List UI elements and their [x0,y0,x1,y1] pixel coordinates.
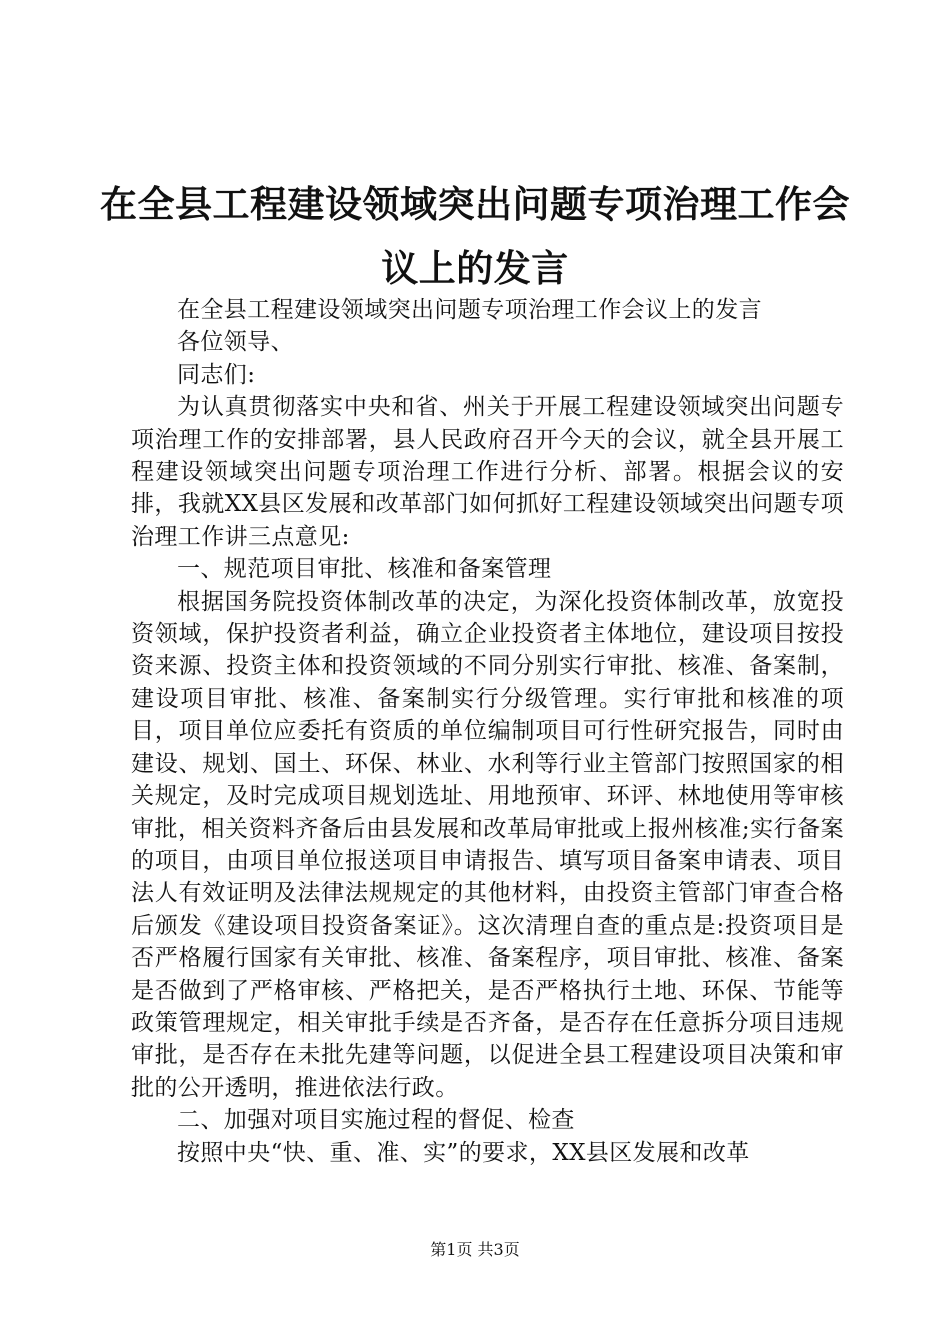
document-body [131,294,844,1169]
paragraph-intro: 为认真贯彻落实中央和省、州关于开展工程建设领域突出问题专项治理工作的安排部署，县人民政府召开今天的会议，就全县开展工程建设领域突出问题专项治理工作进行分析、部署。根据会议的安排，我就XX县区发展和改革部门如何抓好工程建设领域突出问题专项治理工作讲三点意见: [131,394,844,550]
paragraph-salutation-comrades: 同志们: [177,361,256,388]
paragraph-salutation-leaders: 各位领导、 [177,329,294,356]
page-number-footer: 第1页 共3页 [430,1240,520,1259]
paragraph-section-2: 按照中央“快、重、准、实”的要求，XX县区发展和改革 [177,1139,750,1166]
document-title: 在全县工程建设领域突出问题专项治理工作会议上的发言 [100,182,850,290]
paragraph-section-1: 根据国务院投资体制改革的决定，为深化投资体制改革，放宽投资领域，保护投资者利益，确立企业投资者主体地位，建设项目按投资来源、投资主体和投资领域的不同分别实行审批、核准、备案制，建设项目审批、核准、备案制实行分级管理。实行审批和核准的项目，项目单位应委托有资质的单位编制项目可行性研究报告，同时由建设、规划、国土、环保、林业、水利等行业主管部门按照国家的相关规定，及时完成项目规划选址、用地预审、环评、林地使用等审核审批，相关资料齐备后由县发展和改革局审批或上报州核准;实行备案的项目，由项目单位报送项目申请报告、填写项目备案申请表、项目法人有效证明及法律法规规定的其他材料，由投资主管部门审查合格后颁发《建设项目投资备案证》。这次清理自查的重点是:投资项目是否严格履行国家有关审批、核准、备案程序，项目审批、核准、备案是否做到了严格审核、严格把关，是否严格执行土地、环保、节能等政策管理规定，相关审批手续是否齐备，是否存在任意拆分项目违规审批，是否存在未批先建等问题，以促进全县工程建设项目决策和审批的公开透明，推进依法行政。 [131,588,844,1101]
section-heading-2: 二、加强对项目实施过程的督促、检查 [177,1107,575,1134]
paragraph-heading-repeat: 在全县工程建设领域突出问题专项治理工作会议上的发言 [177,297,762,323]
section-heading-1: 一、规范项目审批、核准和备案管理 [177,556,552,583]
